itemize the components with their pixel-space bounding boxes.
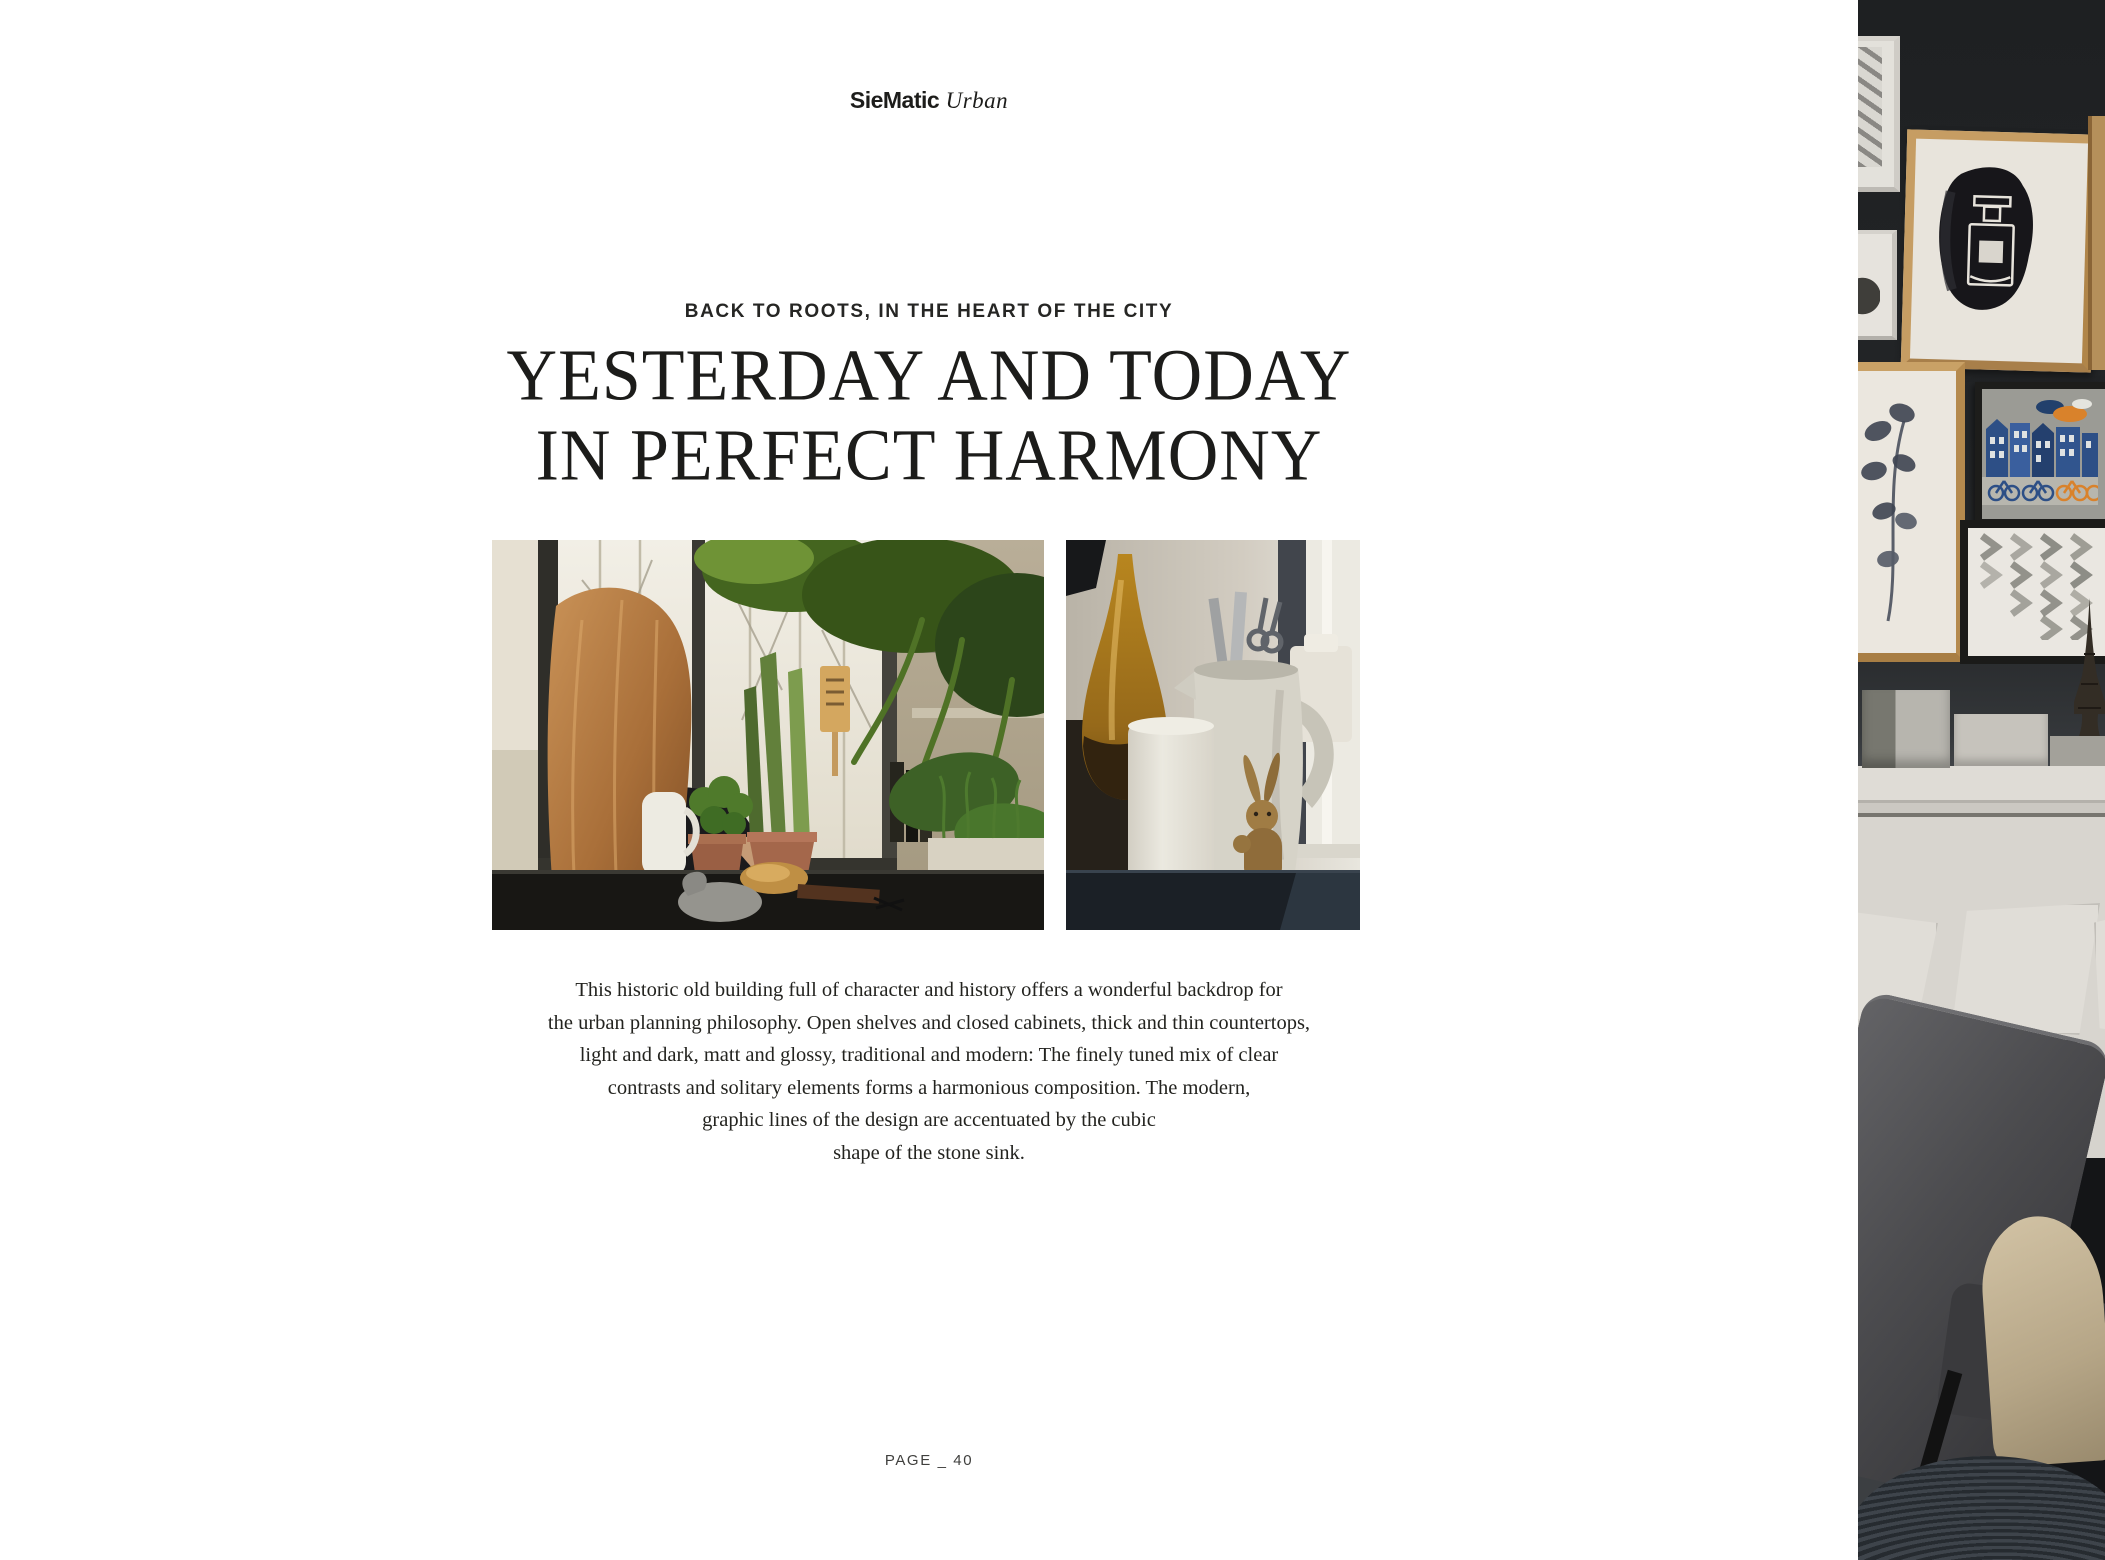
brand-suffix: Urban <box>945 88 1009 113</box>
article-eyebrow: BACK TO ROOTS, IN THE HEART OF THE CITY <box>684 301 1174 322</box>
page-right-photo <box>1858 0 2105 1560</box>
body-line: shape of the stone sink. <box>833 1141 1025 1164</box>
tabletop <box>1066 870 1360 930</box>
grey-storage-box <box>1862 690 1950 768</box>
body-line: contrasts and solitary elements forms a harmonious composition. The modern, <box>607 1076 1251 1099</box>
gallery-frame-perfume <box>1901 129 2098 372</box>
page-number: PAGE _ 40 <box>884 1452 974 1469</box>
gallery-frame-edge <box>2088 116 2105 370</box>
photo-window-plants <box>492 540 1044 930</box>
mantel-panel <box>2094 913 2105 1033</box>
body-line: the urban planning philosophy. Open shelves and closed cabinets, thick and thin countertops, <box>547 1011 1311 1034</box>
framed-print <box>1858 47 1882 167</box>
gallery-frame-partial-top <box>1858 36 1900 192</box>
body-line: graphic lines of the design are accentuated by the cubic <box>702 1109 1156 1132</box>
framed-print <box>1858 260 1880 320</box>
body-paragraph <box>0 974 1858 1170</box>
gallery-frame-houses <box>1975 382 2105 526</box>
botanical-art <box>1858 371 1938 635</box>
photo-still-life <box>1066 540 1360 930</box>
brand-name: SieMatic <box>849 87 940 113</box>
canal-houses-art <box>1982 389 2098 505</box>
gallery-frame-partial-mid <box>1858 230 1897 340</box>
body-line: This historic old building full of character and history offers a wonderful backdrop for <box>575 979 1283 1001</box>
counter <box>492 862 1044 930</box>
perfume-bottle-art <box>1910 139 2070 345</box>
gallery-frame-botanical <box>1858 362 1965 662</box>
page-title <box>0 336 1858 496</box>
stone-ledge <box>2050 736 2105 766</box>
photo-row <box>492 540 1360 930</box>
mantel-shelf <box>1858 766 2105 803</box>
title-line-2: IN PERFECT HARMONY <box>535 416 1323 497</box>
brand-logo <box>0 88 1858 113</box>
body-line: light and dark, matt and glossy, traditional and modern: The finely tuned mix of clear <box>579 1044 1279 1067</box>
light-storage-box <box>1954 714 2048 766</box>
throw-blanket <box>1977 1212 2105 1468</box>
eiffel-tower-figurine <box>2074 598 2105 750</box>
mantel-shelf-lip <box>1858 803 2105 817</box>
title-line-1: YESTERDAY AND TODAY <box>506 336 1352 417</box>
